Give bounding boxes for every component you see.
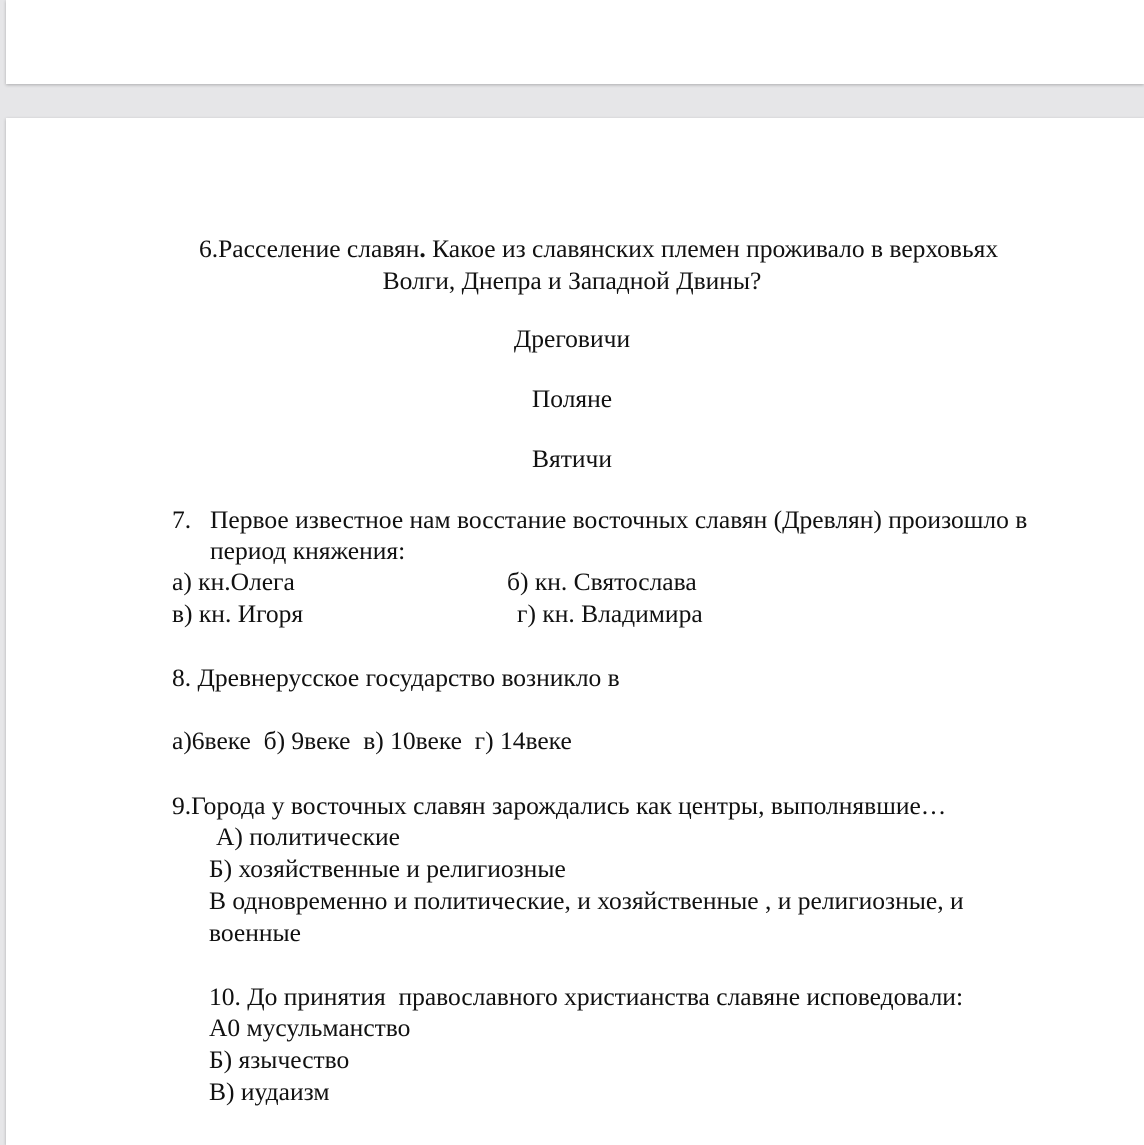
- q9-option-b: Б) хозяйственные и религиозные: [209, 854, 566, 883]
- q10-question: 10. До принятия православного христианства славяне исповедовали:: [209, 982, 964, 1011]
- q7-option-a: а) кн.Олега: [172, 567, 295, 596]
- q8-question: 8. Древнерусское государство возникло в: [172, 663, 620, 692]
- q6-option-1: Дреговичи: [513, 324, 631, 353]
- q9-question: 9.Города у восточных славян зарождались как центры, выполнявшие…: [172, 791, 947, 820]
- q9-option-v-line-2: военные: [209, 918, 301, 947]
- q6-option-2: Поляне: [531, 384, 613, 413]
- q10-option-a: А0 мусульманство: [209, 1013, 411, 1042]
- q10-option-v: В) иудаизм: [209, 1077, 330, 1106]
- q9-option-a: А) политические: [216, 822, 400, 851]
- q6-question-text: Какое из славянских племен проживало в верховьях: [425, 234, 999, 263]
- q8-options: а)6веке б) 9веке в) 10веке г) 14веке: [172, 726, 572, 755]
- q7-option-g: г) кн. Владимира: [517, 599, 703, 628]
- q6-option-3: Вятичи: [532, 444, 612, 473]
- q7-line-1: Первое известное нам восстание восточных славян (Древлян) произошло в: [210, 505, 1028, 534]
- q7-number: 7.: [172, 505, 192, 534]
- q10-option-b: Б) язычество: [209, 1045, 350, 1074]
- q7-option-b: б) кн. Святослава: [507, 567, 697, 596]
- q6-heading: 6.Расселение славян: [199, 234, 420, 263]
- q9-option-v-line-1: В одновременно и политические, и хозяйственные , и религиозные, и: [209, 886, 964, 915]
- q7-line-2: период княжения:: [210, 536, 406, 565]
- q6-line-1: [199, 233, 998, 265]
- q6-heading-period: .: [419, 234, 426, 263]
- q7-option-v: в) кн. Игоря: [172, 599, 304, 628]
- previous-page: [6, 0, 1144, 84]
- q6-line-2: Волги, Днепра и Западной Двины?: [382, 266, 762, 295]
